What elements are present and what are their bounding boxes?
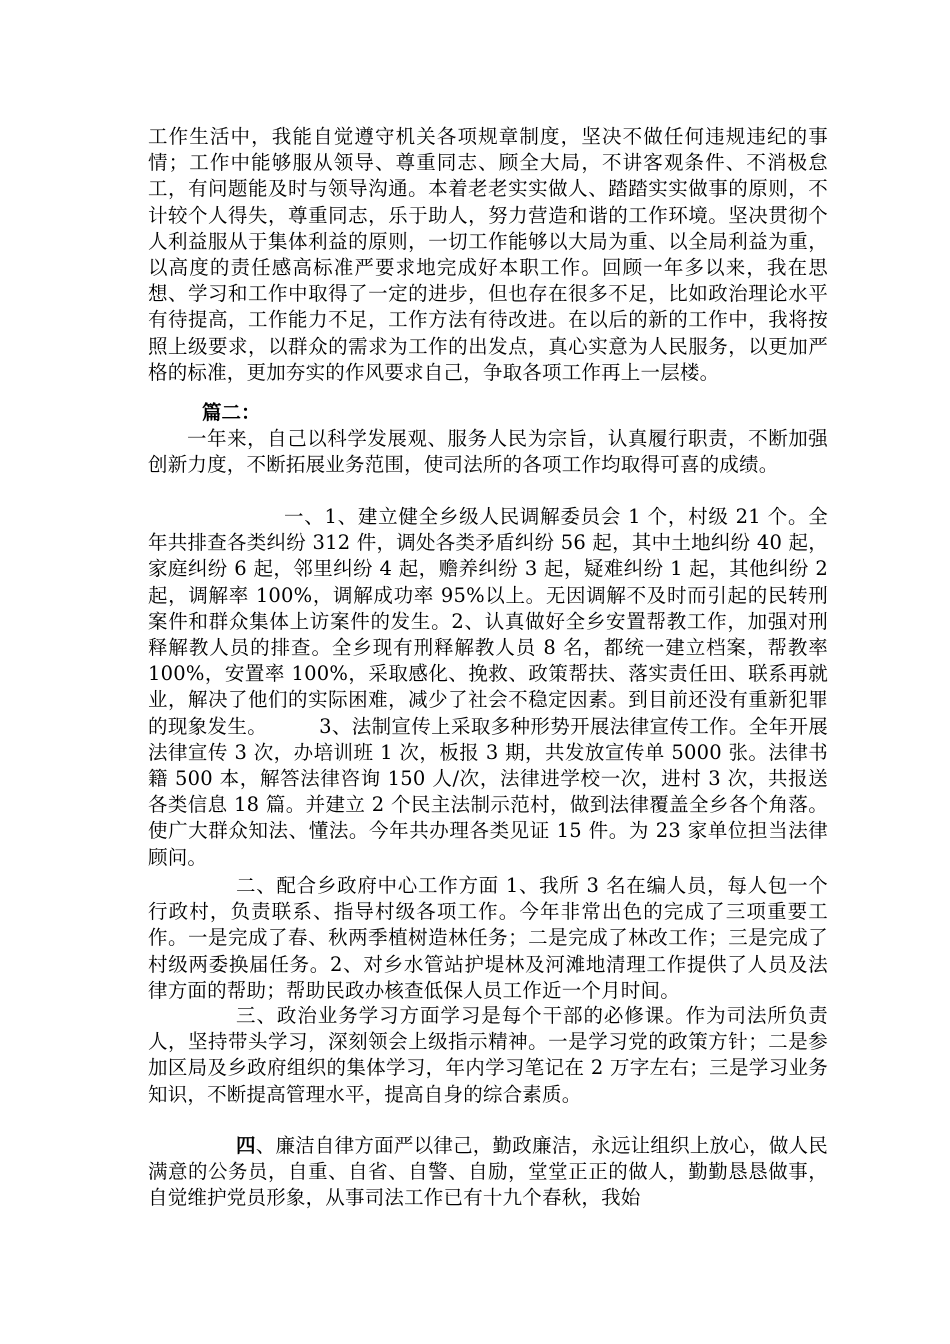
paragraph-section-four <box>148 1133 828 1212</box>
section-one-legal-publicity-text: 3、法制宣传上采取多种形势开展法律宣传工作。全年开展法律宣传 3 次，办培训班 1 次，板报 3 期，共发放宣传单 5000 张。法律书籍 500 本，解答法律咨询 150 人/次，法律进学校一次，进村 3 次，共报送各类信息 18 篇。并建立 2 个民主法制示范村，做到法律覆盖全乡各个角落。使广大群众知法、懂法。今年共办理各类见证 15 件。为 23 家单位担当法律顾问。 <box>148 714 828 869</box>
paragraph-section-three: 三、政治业务学习方面学习是每个干部的必修课。作为司法所负责人，坚持带头学习，深刻领会上级指示精神。一是学习党的政策方针；二是参加区局及乡政府组织的集体学习，年内学习笔记在 2 万字左右；三是学习业务知识，不断提高管理水平，提高自身的综合素质。 <box>148 1004 828 1106</box>
section-four-text: 、廉洁自律方面严以律己，勤政廉洁，永远让组织上放心，做人民满意的公务员，自重、自省、自警、自励，堂堂正正的做人，勤勤恳恳做事，自觉维护党员形象，从事司法工作已有十九个春秋，我始 <box>148 1134 828 1210</box>
paragraph-section-two: 二、配合乡政府中心工作方面 1、我所 3 名在编人员，每人包一个行政村，负责联系、指导村级各项工作。今年非常出色的完成了三项重要工作。一是完成了春、秋两季植树造林任务；二是完成了林改工作；三是完成了村级两委换届任务。2、对乡水管站护堤林及河滩地清理工作提供了人员及法律方面的帮助；帮助民政办核查低保人员工作近一个月时间。 <box>148 874 828 1002</box>
section-heading-part-two: 篇二： <box>202 401 261 424</box>
section-four-numeral: 四 <box>236 1134 256 1157</box>
paragraph-work-conduct: 工作生活中，我能自觉遵守机关各项规章制度，坚决不做任何违规违纪的事情；工作中能够服从领导、尊重同志、顾全大局，不讲客观条件、不消极怠工，有问题能及时与领导沟通。本着老老实实做人、踏踏实实做事的原则，不计较个人得失，尊重同志，乐于助人，努力营造和谐的工作环境。坚决贯彻个人利益服从于集体利益的原则，一切工作能够以大局为重、以全局利益为重，以高度的责任感高标准严要求地完成好本职工作。回顾一年多以来，我在思想、学习和工作中取得了一定的进步，但也存在很多不足，比如政治理论水平有待提高，工作能力不足，工作方法有待改进。在以后的新的工作中，我将按照上级要求，以群众的需求为工作的出发点，真心实意为人民服务，以更加严格的标准，更加夯实的作风要求自己，争取各项工作再上一层楼。 <box>148 125 828 384</box>
section-one-mediation-text: 一、1、建立健全乡级人民调解委员会 1 个，村级 21 个。全年共排查各类纠纷 312 件，调处各类矛盾纠纷 56 起，其中土地纠纷 40 起，家庭纠纷 6 起，邻里纠纷 4 起，赡养纠纷 3 起，疑难纠纷 1 起，其他纠纷 2 起，调解率 100%，调解成功率 95%以上。无因调解不及时而引起的民转刑案件和群众集体上访案件的发生。2、认真做好全乡安置帮教工作，加强对刑释解教人员的排查。全乡现有刑释解教人员 8 名，都统一建立档案，帮教率 100%，安置率 100%，采取感化、挽救、政策帮扶、落实责任田、联系再就业，解决了他们的实际困难，减少了社会不稳定因素。到目前还没有重新犯罪的现象发生。 <box>148 505 828 738</box>
paragraph-intro: 一年来，自己以科学发展观、服务人民为宗旨，认真履行职责，不断加强创新力度，不断拓展业务范围，使司法所的各项工作均取得可喜的成绩。 <box>148 427 828 477</box>
paragraph-section-one <box>148 504 828 871</box>
